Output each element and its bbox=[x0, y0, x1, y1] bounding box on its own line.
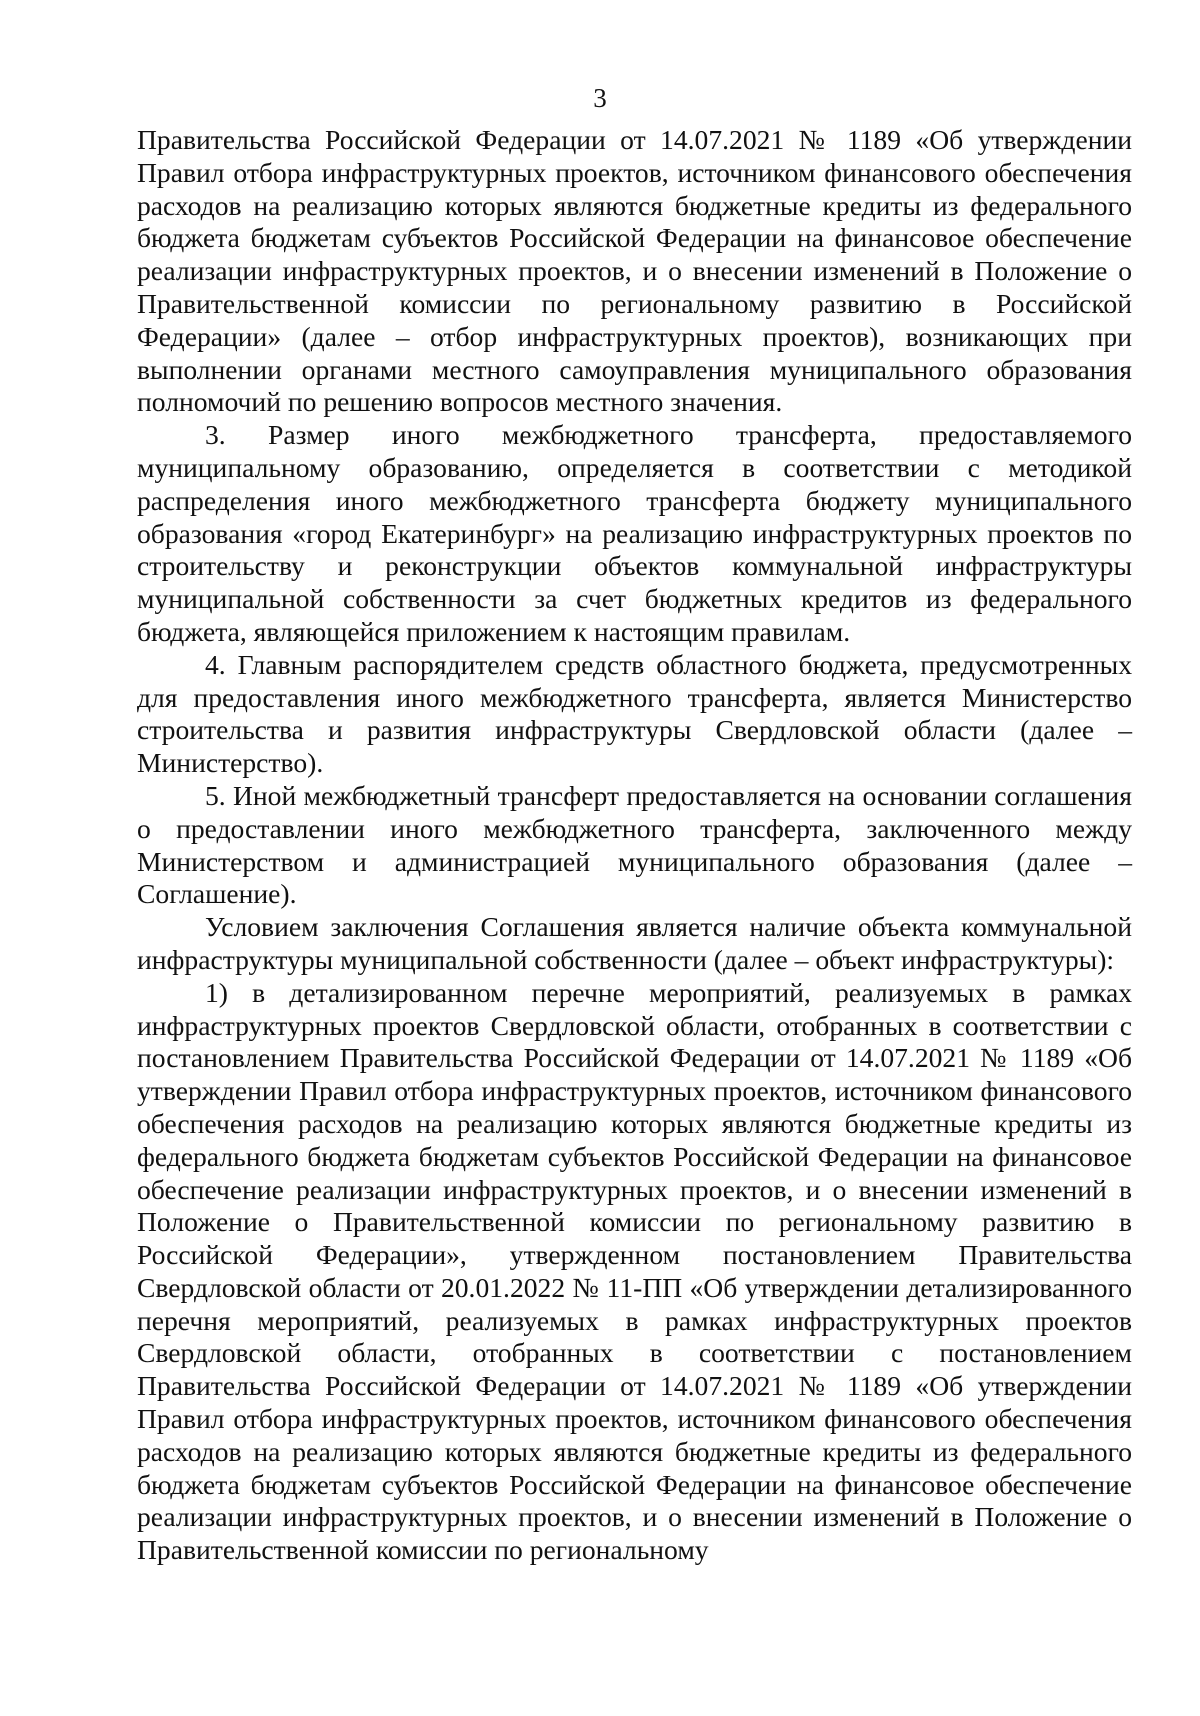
paragraph-item-4: 4. Главным распорядителем средств областного бюджета, предусмотренных для предоставления иного межбюджетного трансферта, является Министерство строительства и развития инфраструктуры Свердловской области (далее – Министерство). bbox=[137, 648, 1132, 779]
paragraph-item-5: 5. Иной межбюджетный трансферт предоставляется на основании соглашения о предоставлении иного межбюджетного трансферта, заключенного между Министерством и администрацией муниципального образования (далее – Соглашение). bbox=[137, 779, 1132, 910]
paragraph-continuation: Правительства Российской Федерации от 14.07.2021 № 1189 «Об утверждении Правил отбора инфраструктурных проектов, источником финансового обеспечения расходов на реализацию которых являются бюджетные кредиты из федерального бюджета бюджетам субъектов Российской Федерации на финансовое обеспечение реализации инфраструктурных проектов, и о внесении изменений в Положение о Правительственной комиссии по региональному развитию в Российской Федерации» (далее – отбор инфраструктурных проектов), возникающих при выполнении органами местного самоуправления муниципального образования полномочий по решению вопросов местного значения. bbox=[137, 124, 1132, 418]
paragraph-condition: Условием заключения Соглашения является наличие объекта коммунальной инфраструктуры муниципальной собственности (далее – объект инфраструктуры): bbox=[137, 911, 1132, 975]
paragraph-item-3: 3. Размер иного межбюджетного трансферта, предоставляемого муниципальному образованию, определяется в соответствии с методикой распределения иного межбюджетного трансферта бюджету муниципального образования «город Екатеринбург» на реализацию инфраструктурных проектов по строительству и реконструкции объектов коммунальной инфраструктуры муниципальной собственности за счет бюджетных кредитов из федерального бюджета, являющейся приложением к настоящим правилам. bbox=[137, 419, 1132, 647]
document-body bbox=[137, 124, 1132, 1567]
page-number: 3 bbox=[593, 83, 607, 113]
paragraph-subitem-1: 1) в детализированном перечне мероприятий, реализуемых в рамках инфраструктурных проектов Свердловской области, отобранных в соответствии с постановлением Правительства Российской Федерации от 14.07.2021 № 1189 «Об утверждении Правил отбора инфраструктурных проектов, источником финансового обеспечения расходов на реализацию которых являются бюджетные кредиты из федерального бюджета бюджетам субъектов Российской Федерации на финансовое обеспечение реализации инфраструктурных проектов, и о внесении изменений в Положение о Правительственной комиссии по региональному развитию в Российской Федерации», утвержденном постановлением Правительства Свердловской области от 20.01.2022 № 11-ПП «Об утверждении детализированного перечня мероприятий, реализуемых в рамках инфраструктурных проектов Свердловской области, отобранных в соответствии с постановлением Правительства Российской Федерации от 14.07.2021 № 1189 «Об утверждении Правил отбора инфраструктурных проектов, источником финансового обеспечения расходов на реализацию которых являются бюджетные кредиты из федерального бюджета бюджетам субъектов Российской Федерации на финансовое обеспечение реализации инфраструктурных проектов, и о внесении изменений в Положение о Правительственной комиссии по региональному bbox=[137, 976, 1132, 1566]
